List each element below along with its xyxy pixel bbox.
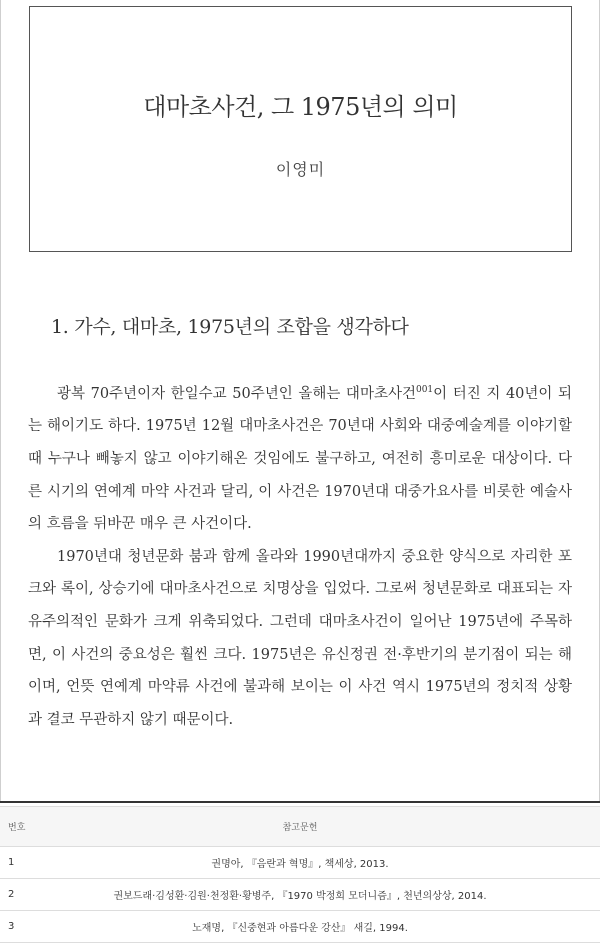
reference-number: 3 <box>0 911 60 943</box>
reference-number: 2 <box>0 879 60 911</box>
table-row <box>0 911 600 943</box>
footnote-marker[interactable]: 001 <box>415 385 434 395</box>
document-title: 대마초사건, 그 1975년의 의미 <box>143 93 458 121</box>
header-number: 번호 <box>0 807 60 847</box>
title-box <box>29 6 572 252</box>
table-row <box>0 847 600 879</box>
reference-text: 권명아, 『음란과 혁명』, 책세상, 2013. <box>60 847 600 879</box>
references-table <box>0 806 600 943</box>
table-row <box>0 879 600 911</box>
paragraph-1 <box>28 374 572 541</box>
paragraph-1-part-1: 광복 70주년이자 한일수교 50주년인 올해는 대마초사건 <box>57 385 416 402</box>
section-heading: 1. 가수, 대마초, 1975년의 조합을 생각하다 <box>51 316 409 338</box>
reference-number: 1 <box>0 847 60 879</box>
body-text <box>28 374 572 736</box>
document-author: 이영미 <box>275 160 326 179</box>
references-header-row <box>0 807 600 847</box>
paragraph-1-part-2: 이 터진 지 40년이 되는 해이기도 하다. 1975년 12월 대마초사건은 70년대 사회와 대중예술계를 이야기할 때 누구나 빼놓지 않고 이야기해온 것임에도 불구하고, 여전히 흥미로운 대상이다. 다른 시기의 연예계 마약 사건과 달리, 이 사건은 1970년대 대중가요사를 비롯한 예술사의 흐름을 뒤바꾼 매우 큰 사건이다. <box>28 385 573 533</box>
section-divider <box>0 801 600 803</box>
reference-text: 노재명, 『신중현과 아름다운 강산』 새길, 1994. <box>60 911 600 943</box>
header-reference: 참고문헌 <box>60 807 600 847</box>
reference-text: 권보드래·김성환·김원·천정환·황병주, 『1970 박정희 모더니즘』, 천년의상상, 2014. <box>60 879 600 911</box>
paragraph-2: 1970년대 청년문화 붐과 함께 올라와 1990년대까지 중요한 양식으로 자리한 포크와 록이, 상승기에 대마초사건으로 치명상을 입었다. 그로써 청년문화로 대표되는 자유주의적인 문화가 크게 위축되었다. 그런데 대마초사건이 일어난 1975년에 주목하면, 이 사건의 중요성은 훨씬 크다. 1975년은 유신정권 전·후반기의 분기점이 되는 해이며, 언뜻 연예계 마약류 사건에 불과해 보이는 이 사건 역시 1975년의 정치적 상황과 결코 무관하지 않기 때문이다. <box>28 548 572 728</box>
